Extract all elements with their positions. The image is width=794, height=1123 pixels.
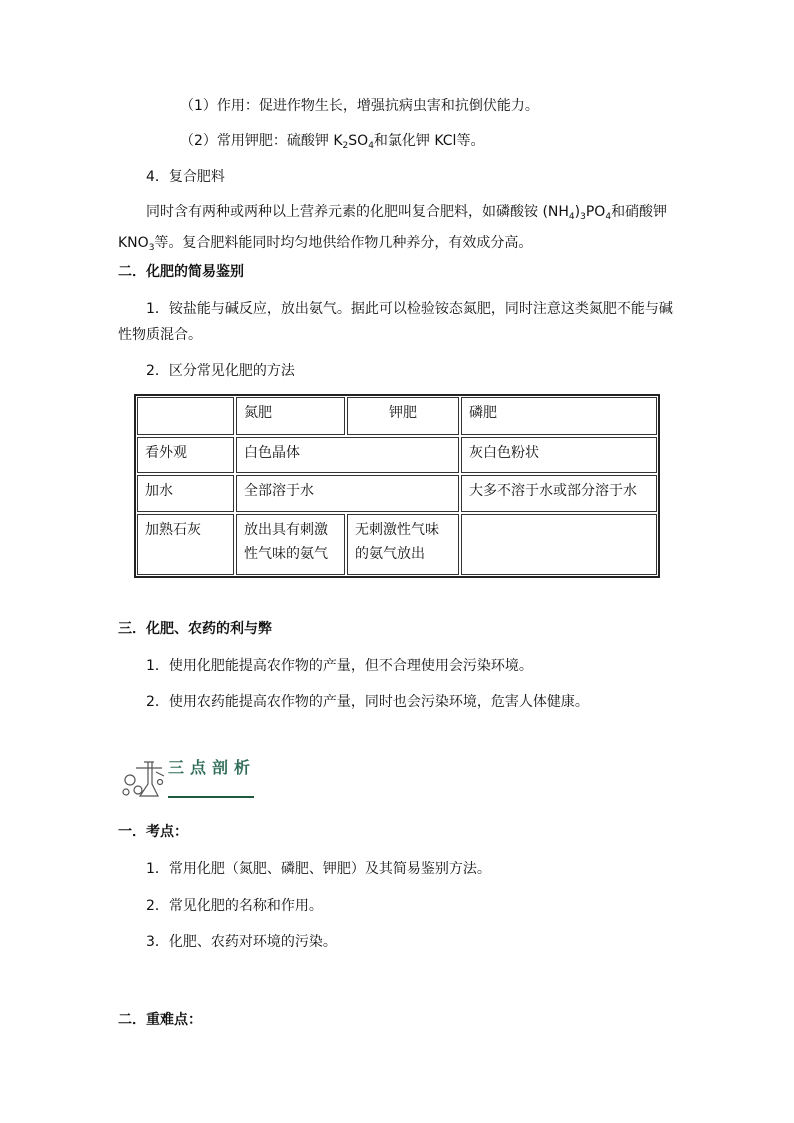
text-span: 同时含有两种或两种以上营养元素的化肥叫复合肥料，如磷酸铵 (NH [146,204,569,220]
table-cell-empty [461,514,657,575]
table-row-label: 看外观 [137,437,234,473]
subscript: 4 [368,141,374,151]
section-heading: 一．考点： [118,824,188,840]
table-cell: 全部溶于水 [236,475,459,512]
section-heading: 二．重难点： [118,1012,202,1028]
table-row-label: 加水 [137,475,234,512]
text-span: 和氯化钾 KCl等。 [373,133,485,149]
text-span: 和硝酸钾 KNO [118,204,668,251]
text-span: 等。复合肥料能同时均匀地供给作物几种养分，有效成分高。 [154,235,533,251]
subscript: 3 [580,212,586,222]
paragraph [118,199,678,261]
text-line [180,131,484,156]
subscript: 4 [605,212,612,222]
subscript: 2 [342,141,349,151]
table-header-potassium: 钾肥 [347,397,459,435]
section-heading: 二．化肥的简易鉴别 [118,264,244,280]
text-span: ) [574,204,581,220]
subscript: 4 [568,212,575,222]
table-cell-empty [137,397,234,435]
text-line: （1）作用：促进作物生长，增强抗病虫害和抗倒伏能力。 [180,98,539,114]
section-heading: 三．化肥、农药的利与弊 [118,621,272,637]
table-header-phosphorus: 磷肥 [461,397,657,435]
text-line: 1．常用化肥（氮肥、磷肥、钾肥）及其简易鉴别方法。 [146,861,491,877]
text-line: 2．区分常见化肥的方法 [146,363,295,379]
section-banner-title: 三点剖析 [168,758,257,777]
section-banner-rule [168,796,254,798]
table-cell: 大多不溶于水或部分溶于水 [461,475,657,512]
table-header-nitrogen: 氮肥 [236,397,345,435]
text-line: 2．常见化肥的名称和作用。 [146,898,323,914]
text-span: （2）常用钾肥：硫酸钾 K [180,133,343,149]
text-span: PO [585,204,606,220]
text-span: SO [348,133,369,149]
text-line: 1．使用化肥能提高农作物的产量，但不合理使用会污染环境。 [146,658,533,674]
table-cell: 灰白色粉状 [461,437,657,473]
text-line: 2．使用农药能提高农作物的产量，同时也会污染环境，危害人体健康。 [146,694,589,710]
text-line: 3．化肥、农药对环境的污染。 [146,934,337,950]
table-cell: 白色晶体 [236,437,459,473]
table-cell: 无刺激性气味的氨气放出 [347,514,459,575]
table-row-label: 加熟石灰 [137,514,234,575]
text-line: 4．复合肥料 [146,169,225,185]
table-cell: 放出具有刺激性气味的氨气 [236,514,345,575]
paragraph: 1．铵盐能与碱反应，放出氨气。据此可以检验铵态氮肥，同时注意这类氮肥不能与碱性物质混合。 [118,301,673,343]
subscript: 3 [148,243,155,253]
